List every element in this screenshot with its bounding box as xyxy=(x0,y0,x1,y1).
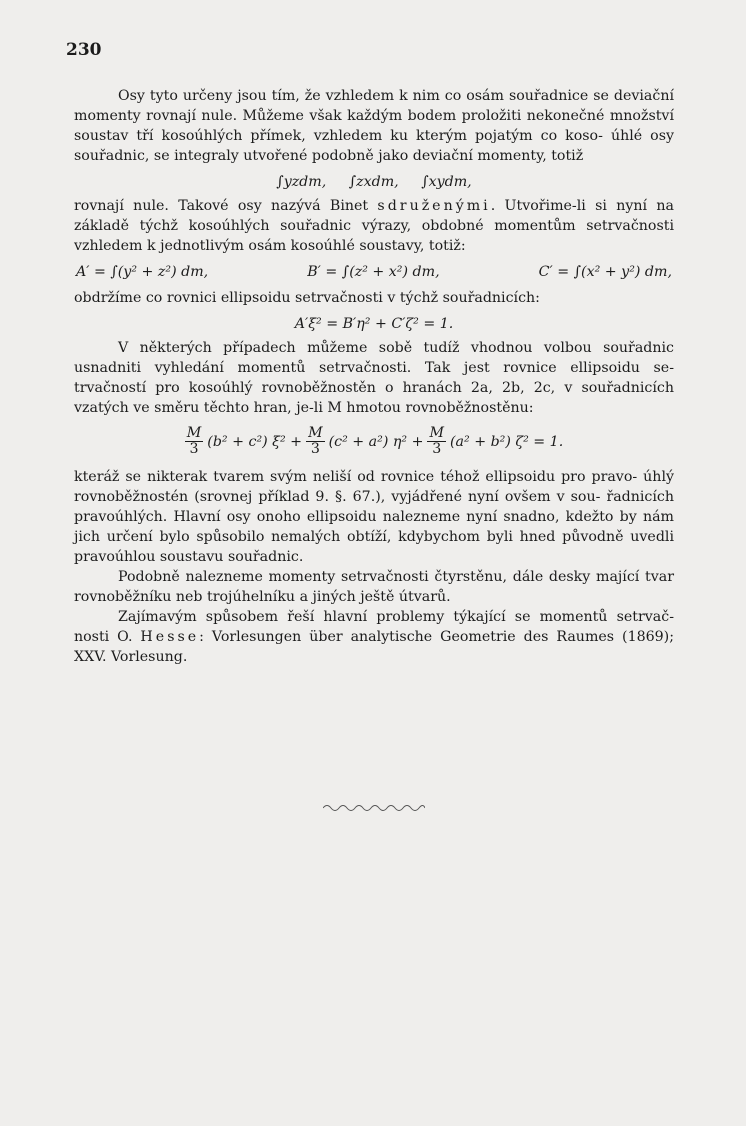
ornament-divider xyxy=(323,803,425,813)
text-line: na základě týchž kosoúhlých souřadnic výrazy, obdobné momentům setrvačnosti xyxy=(74,198,674,234)
fraction: $\frac{M}{3}$ xyxy=(308,425,323,457)
text-line: momenty rovnají nule. Můžeme však každým bodem proložiti nekonečné xyxy=(74,108,605,124)
paragraph-5 xyxy=(74,467,674,567)
text-line: kteráž se nikterak tvarem svým neliší od rovnice téhož ellipsoidu pro pravo- xyxy=(74,469,638,485)
text-line: nosti O. xyxy=(74,629,141,645)
fraction: $\frac{M}{3}$ xyxy=(429,425,444,457)
equation-b: B′ = ∫(z² + x²) dm, xyxy=(307,264,440,280)
paragraph-7 xyxy=(74,607,674,667)
paragraph-4 xyxy=(74,338,674,418)
text-line: usnadniti vyhledání momentů setrvačnosti. Tak jest rovnice ellipsoidu se- xyxy=(74,360,674,376)
text-line: kdežto by nám jich určení bylo spůsobilo nemalých obtíží, kdybychom byli xyxy=(74,509,674,545)
paragraph-6 xyxy=(74,567,674,607)
fraction: $\frac{M}{3}$ xyxy=(186,425,202,457)
text-body xyxy=(74,86,674,667)
equation-parallelepiped xyxy=(74,426,674,457)
equation-ellipsoid: A′ξ² = B′η² + C′ζ² = 1. xyxy=(294,316,454,332)
text-line: množství soustav tří kosoúhlých přímek, vzhledem ku kterým pojatým co koso- xyxy=(74,108,674,144)
paragraph-2 xyxy=(74,196,674,256)
equation-term: (a² + b²) ζ² = 1. xyxy=(450,433,564,450)
spaced-term: sdruženými xyxy=(377,198,491,214)
text-line: XXV. Vorlesung. xyxy=(74,649,188,665)
text-line: Podobně nalezneme momenty setrvačnosti čtyrstěnu, dále desky mající xyxy=(118,569,640,585)
text-line: hned původně uvedli pravoúhlou soustavu souřadnic. xyxy=(74,529,674,565)
equation-term: (b² + c²) ξ² + xyxy=(207,433,303,450)
spaced-term: Hesse xyxy=(140,629,200,645)
equation-c: C′ = ∫(x² + y²) dm, xyxy=(538,264,672,280)
text-line: : Vorlesungen über analytische Geometrie des Raumes (1869); xyxy=(199,629,674,645)
equation-a: A′ = ∫(y² + z²) dm, xyxy=(76,264,209,280)
text-line: úhlý rovnoběžnostén (srovnej příklad 9. §. 67.), vyjádřené nyní ovšem v sou- xyxy=(74,469,674,505)
text-line: vzatých ve směru těchto hran, je-li M hmotou rovnoběžnostěnu: xyxy=(74,400,534,416)
paragraph-1 xyxy=(74,86,674,166)
text-line: tvar rovnoběžníku neb trojúhelníku a jiných ještě útvarů. xyxy=(74,569,675,605)
paragraph-3: obdržíme co rovnici ellipsoidu setrvačnosti v týchž souřadnicích: xyxy=(74,290,540,306)
text-line: . Utvořime-li si nyní xyxy=(490,198,648,214)
equation-term: (c² + a²) η² + xyxy=(328,433,424,450)
text-line: Osy tyto určeny jsou tím, že vzhledem k nim co osám souřadnice se deviační xyxy=(118,88,674,104)
page-number: 230 xyxy=(66,40,102,60)
equation-moments xyxy=(76,262,672,282)
text-line: úhlé osy souřadnic, se integraly utvořené podobně jako deviační momenty, totiž xyxy=(74,128,675,164)
text-line: řadnicích pravoúhlých. Hlavní osy onoho ellipsoidu nalezneme nyní snadno, xyxy=(74,489,675,525)
equation-deviation-integrals: ∫yzdm, ∫zxdm, ∫xydm, xyxy=(276,174,472,190)
text-line: trvačností pro kosoúhlý rovnoběžnostěn o hranách 2a, 2b, 2c, v souřadnicích xyxy=(74,380,674,396)
text-line: V některých případech můžeme sobě tudíž vhodnou volbou souřadnic xyxy=(118,340,674,356)
text-line: rovnají nule. Takové osy nazývá Binet xyxy=(74,198,378,214)
text-line: vzhledem k jednotlivým osám kosoúhlé soustavy, totiž: xyxy=(74,238,466,254)
text-line: Zajímavým spůsobem řeší hlavní problemy týkající se momentů setrvač- xyxy=(118,609,674,625)
